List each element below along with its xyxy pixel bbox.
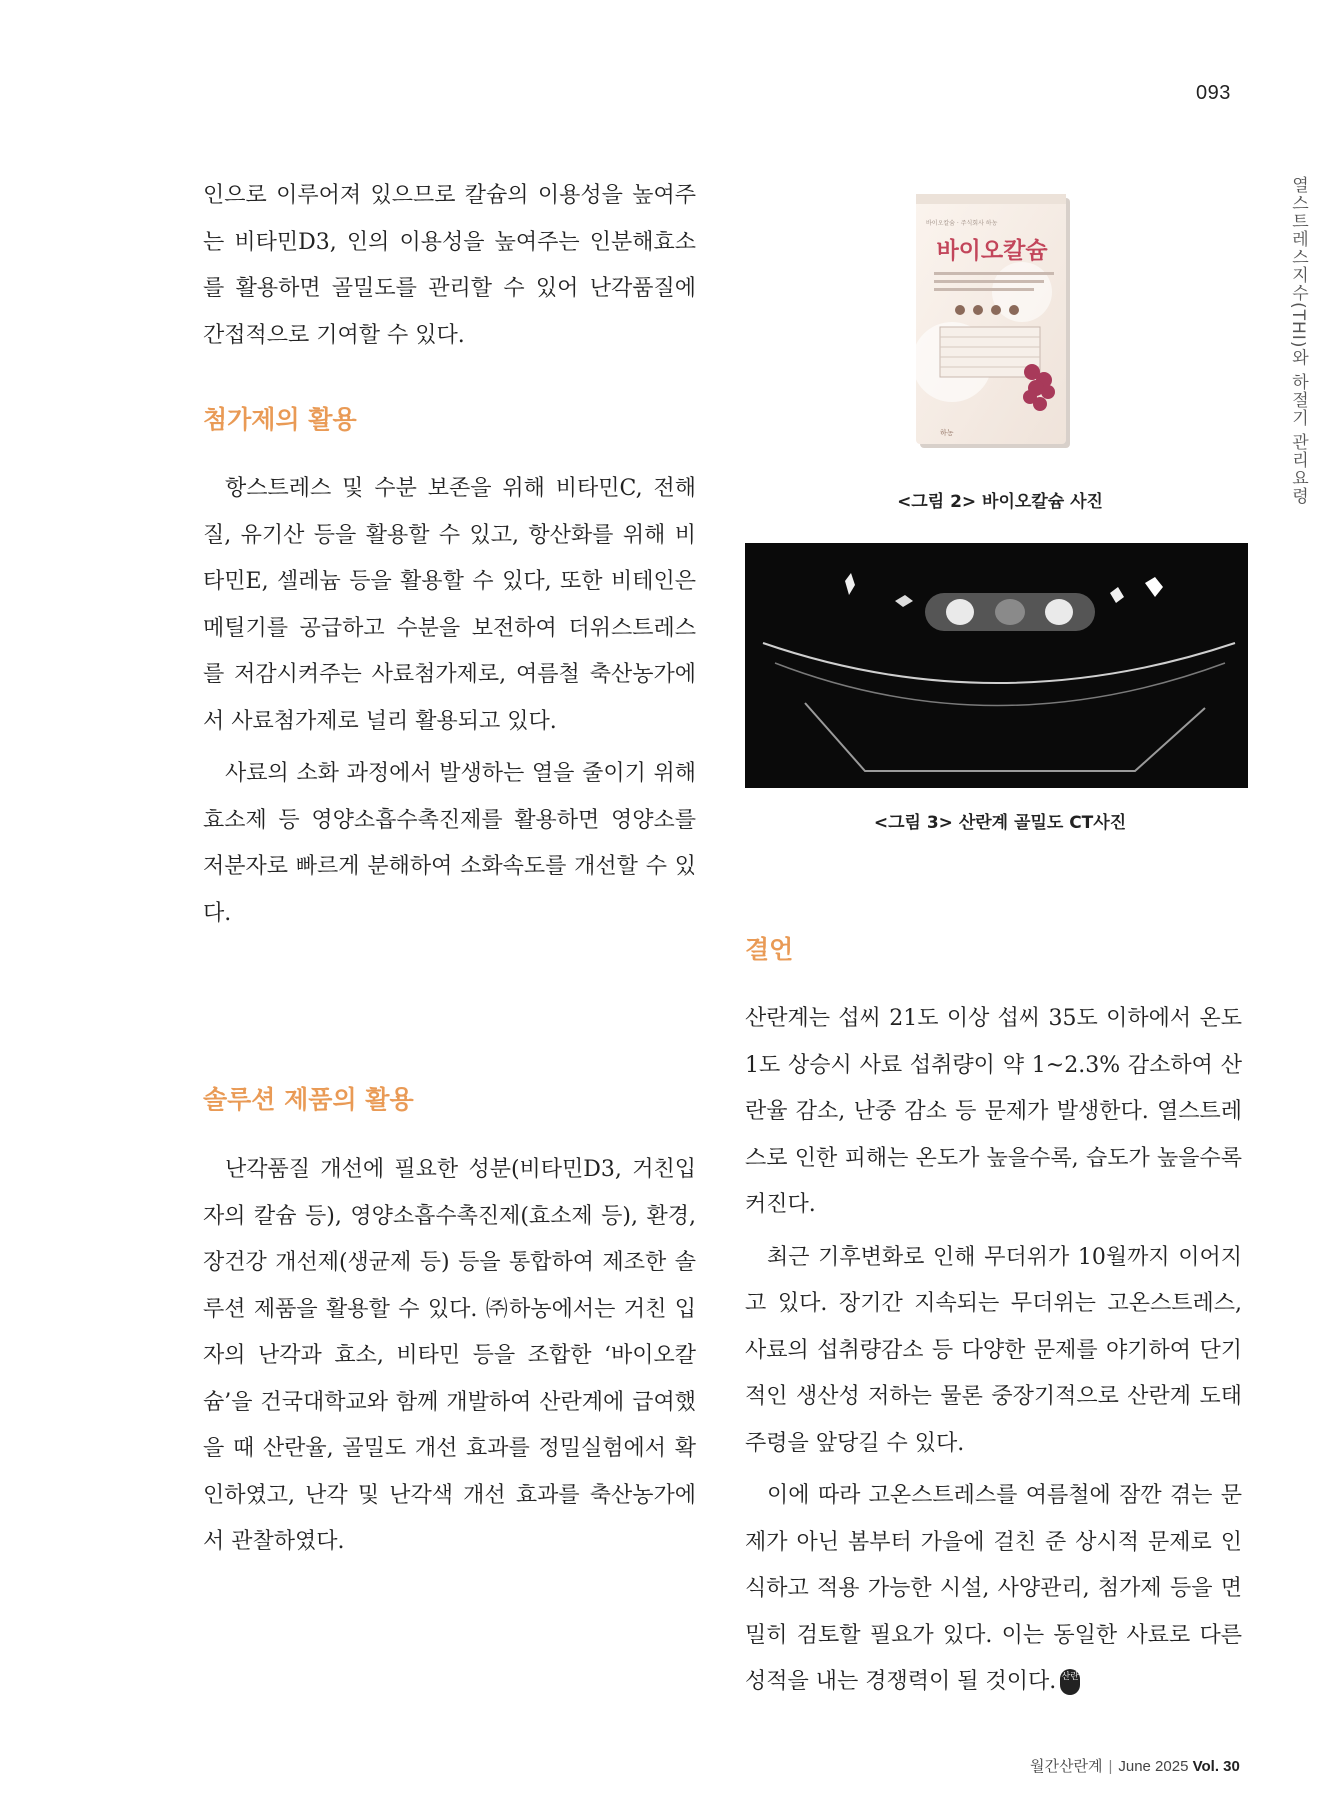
page-number: 093 — [1196, 82, 1231, 104]
bio-calcium-product-photo — [912, 192, 1076, 454]
product-name: 바이오칼슘 — [936, 238, 1048, 264]
conclusion-paragraph-1: 산란계는 섭씨 21도 이상 섭씨 35도 이하에서 온도 1도 상승시 사료 섭취량이 약 1~2.3% 감소하여 산란율 감소, 난중 감소 등 문제가 발생한다. 열스트레스로 인한 피해는 온도가 높을수록, 습도가 높을수록 커진다. — [745, 1006, 1242, 1217]
additives-paragraph-1: 항스트레스 및 수분 보존을 위해 비타민C, 전해질, 유기산 등을 활용할 수 있고, 항산화를 위해 비타민E, 셀레늄 등을 활용할 수 있다, 또한 비테인은 메틸기를 공급하고 수분을 보전하여 더위스트레스를 저감시켜주는 사료첨가제로, 여름철 축산농가에서 사료첨가제로 널리 활용되고 있다. — [203, 476, 696, 734]
footer-volume: Vol. 30 — [1192, 1758, 1240, 1775]
footer-magazine: 월간산란계 — [1030, 1758, 1103, 1775]
caption-figure-2: <그림 2> 바이오칼슘 사진 — [897, 492, 1103, 512]
solution-block — [203, 1147, 696, 1566]
running-side-title: 열스트레스지수(THI)와 하절기 관리요령 — [1288, 176, 1308, 506]
intro-block — [203, 173, 696, 359]
additives-block — [203, 466, 696, 937]
footer-issue: June 2025 — [1118, 1758, 1189, 1775]
caption-figure-3: <그림 3> 산란계 골밀도 CT사진 — [873, 813, 1127, 833]
product-top-text: 바이오칼슘 · 주식회사 하농 — [926, 220, 998, 227]
conclusion-block — [745, 996, 1242, 1706]
conclusion-paragraph-3-text: 이에 따라 고온스트레스를 여름철에 잠깐 겪는 문제가 아닌 봄부터 가을에 걸친 준 상시적 문제로 인식하고 적용 가능한 시설, 사양관리, 첨가제 등을 면밀히 검토할 필요가 있다. 이는 동일한 사료로 다른 성적을 내는 경쟁력이 될 것이다. — [745, 1483, 1242, 1694]
footer-separator: | — [1108, 1758, 1113, 1775]
solution-paragraph: 난각품질 개선에 필요한 성분(비타민D3, 거친입자의 칼슘 등), 영양소흡수촉진제(효소제 등), 환경, 장건강 개선제(생균제 등) 등을 통합하여 제조한 솔루션 제품을 활용할 수 있다. ㈜하농에서는 거친 입자의 난각과 효소, 비타민 등을 조합한 ‘바이오칼슘’을 건국대학교와 함께 개발하여 산란계에 급여했을 때 산란율, 골밀도 개선 효과를 정밀실험에서 확인하였고, 난각 및 난각색 개선 효과를 축산농가에서 관찰하였다. — [203, 1157, 696, 1554]
ct-scan-image — [745, 543, 1248, 788]
bone-density-ct-illustration — [745, 543, 1248, 788]
footer — [1030, 1755, 1240, 1776]
heading-conclusion: 결언 — [745, 935, 794, 964]
heading-solution: 솔루션 제품의 활용 — [203, 1085, 414, 1114]
conclusion-paragraph-3 — [745, 1473, 1242, 1706]
intro-paragraph: 인으로 이루어져 있으므로 칼슘의 이용성을 높여주는 비타민D3, 인의 이용성을 높여주는 인분해효소를 활용하면 골밀도를 관리할 수 있어 난각품질에 간접적으로 기여할 수 있다. — [203, 183, 696, 348]
end-mark-icon: 산란 — [1060, 1669, 1080, 1695]
product-brand: 하농 — [940, 429, 954, 437]
additives-paragraph-2: 사료의 소화 과정에서 발생하는 열을 줄이기 위해 효소제 등 영양소흡수촉진제를 활용하면 영양소를 저분자로 빠르게 분해하여 소화속도를 개선할 수 있다. — [203, 761, 696, 926]
heading-additives: 첨가제의 활용 — [203, 405, 357, 434]
conclusion-paragraph-2: 최근 기후변화로 인해 무더위가 10월까지 이어지고 있다. 장기간 지속되는 무더위는 고온스트레스, 사료의 섭취량감소 등 다양한 문제를 야기하여 단기적인 생산성 저하는 물론 중장기적으로 산란계 도태 주령을 앞당길 수 있다. — [745, 1244, 1242, 1456]
